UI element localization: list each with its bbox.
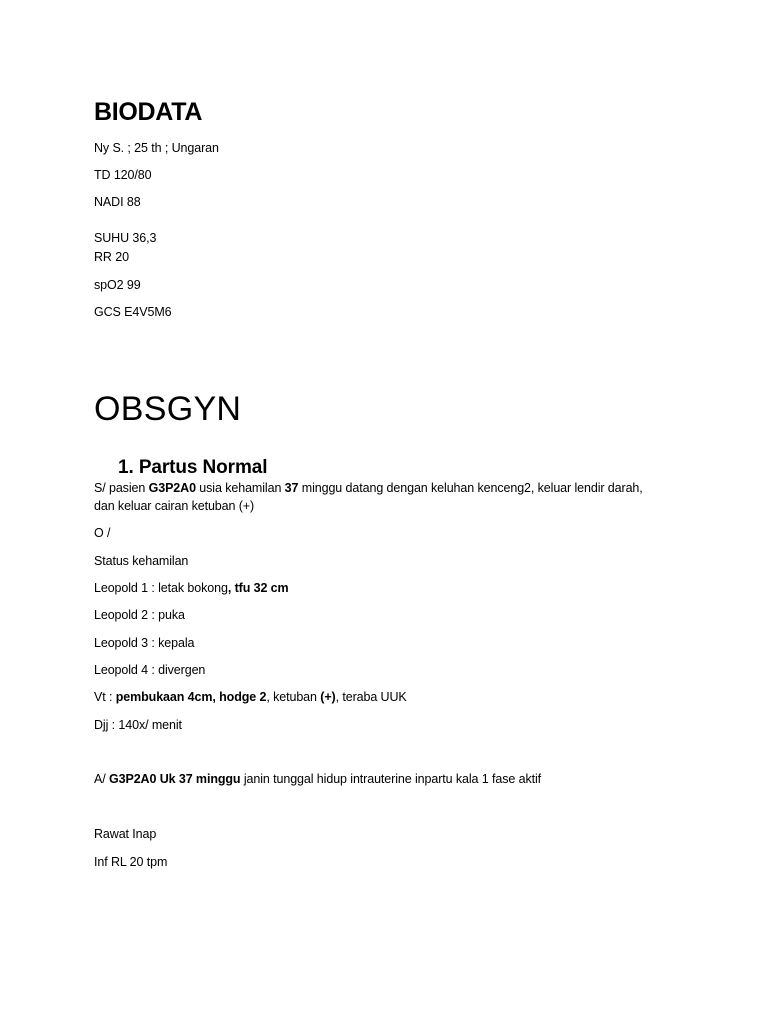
blood-pressure: TD 120/80 — [94, 168, 152, 182]
leopold-2: Leopold 2 : puka — [94, 608, 185, 622]
respiratory-rate: RR 20 — [94, 250, 129, 264]
assessment: A/ G3P2A0 Uk 37 minggu janin tunggal hidup intrauterine inpartu kala 1 fase aktif — [94, 772, 542, 786]
case-title: 1. Partus Normal — [118, 457, 268, 478]
obsgyn-heading: OBSGYN — [94, 390, 242, 428]
leopold-4: Leopold 4 : divergen — [94, 663, 206, 677]
status-label: Status kehamilan — [94, 554, 189, 568]
biodata-heading: BIODATA — [94, 98, 203, 126]
subjective-line-2: dan keluar cairan ketuban (+) — [94, 499, 255, 513]
pulse: NADI 88 — [94, 195, 141, 209]
plan-admission: Rawat Inap — [94, 827, 157, 841]
leopold-3: Leopold 3 : kepala — [94, 636, 195, 650]
fetal-heart-rate: Djj : 140x/ menit — [94, 718, 182, 732]
gcs: GCS E4V5M6 — [94, 305, 172, 319]
patient-identity: Ny S. ; 25 th ; Ungaran — [94, 141, 219, 155]
objective-label: O / — [94, 526, 111, 540]
vaginal-exam: Vt : pembukaan 4cm, hodge 2, ketuban (+), teraba UUK — [94, 690, 407, 704]
plan-infusion: Inf RL 20 tpm — [94, 855, 168, 869]
temperature: SUHU 36,3 — [94, 231, 157, 245]
spo2: spO2 99 — [94, 278, 141, 292]
subjective-line-1: S/ pasien G3P2A0 usia kehamilan 37 minggu datang dengan keluhan kenceng2, keluar lendir darah, — [94, 481, 643, 495]
leopold-1: Leopold 1 : letak bokong, tfu 32 cm — [94, 581, 289, 595]
